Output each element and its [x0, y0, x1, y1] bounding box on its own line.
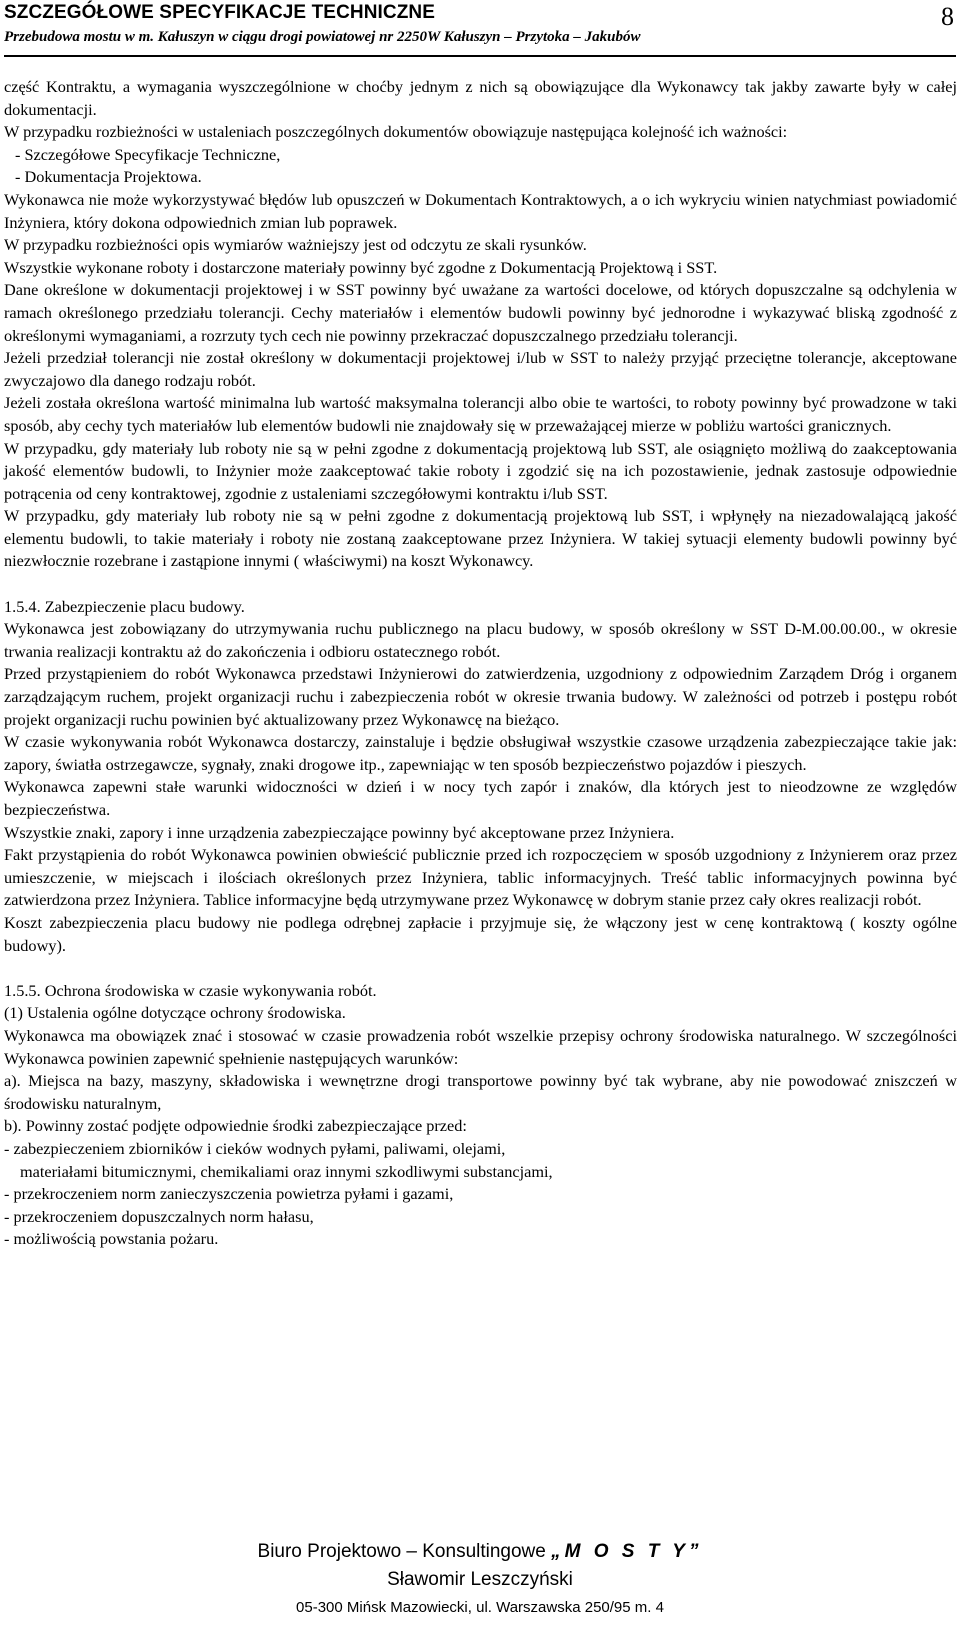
header-divider [4, 55, 956, 57]
list-item-continuation: materiałami bitumicznymi, chemikaliami oraz innymi szkodliwymi substancjami, [20, 1161, 553, 1181]
header-title: SZCZEGÓŁOWE SPECYFIKACJE TECHNICZNE [4, 2, 436, 23]
list-item: - Dokumentacja Projektowa. [15, 167, 202, 187]
paragraph: Jeżeli została określona wartość minimalna lub wartość maksymalna tolerancji albo obie te wartości, to roboty powinny być prowadzone w taki sposób, aby cechy tych materiałów lub elementów budowli nie znajdowały się w przeważającej mierze w pobliżu wartości granicznych. [4, 393, 957, 435]
footer-brand: „M O S T Y” [551, 1541, 703, 1562]
paragraph: W przypadku, gdy materiały lub roboty nie są w pełni zgodne z dokumentacją projektową lub SST, ale osiągnięto możliwą do zaakceptowania jakość elementów budowli, to Inżynier może zaakceptować takie roboty i zgodzić się na ich pozostawienie, jednak zastosuje odpowiednie potrącenia od ceny kontraktowej, zgodnie z ustaleniami szczegółowymi kontraktu i/lub SST. [4, 438, 957, 503]
paragraph: W przypadku rozbieżności w ustaleniach poszczególnych dokumentów obowiązuje następująca kolejność ich ważności: [4, 122, 788, 142]
paragraph: Dane określone w dokumentacji projektowej i w SST powinny być uważane za wartości docelowe, od których dopuszczalne są odchylenia w ramach określonego przedziału tolerancji. Cechy materiałów i elementów budowli powinny być jednorodne i wykazywać bliską zgodność z określonymi wymaganiami, a rozrzuty tych cech nie powinny przekraczać dopuszczalnego przedziału tolerancji. [4, 280, 957, 345]
paragraph: Przed przystąpieniem do robót Wykonawca przedstawi Inżynierowi do zatwierdzenia, uzgodniony z odpowiednim Zarządem Dróg i organem zarządzającym ruchem, projekt organizacji ruchu i zabezpieczenia robót w okresie trwania budowy. W zależności od potrzeb i postępu robót projekt organizacji ruchu powinien być aktualizowany przez Wykonawcę na bieżąco. [4, 664, 957, 729]
paragraph: Wykonawca jest zobowiązany do utrzymywania ruchu publicznego na placu budowy, w sposób określony w SST D-M.00.00.00., w okresie trwania realizacji kontraktu aż do zakończenia i odbioru ostatecznego robót. [4, 619, 957, 661]
page-number: 8 [941, 2, 954, 31]
section-heading: 1.5.4. Zabezpieczenie placu budowy. [4, 596, 245, 616]
paragraph: Wszystkie wykonane roboty i dostarczone materiały powinny być zgodne z Dokumentacją Projektową i SST. [4, 257, 718, 277]
page-footer [0, 1540, 960, 1618]
paragraph: Wykonawca nie może wykorzystywać błędów lub opuszczeń w Dokumentach Kontraktowych, a o ich wykryciu winien natychmiast powiadomić Inżyniera, który dokona odpowiednich zmian lub poprawek. [4, 189, 957, 232]
section-heading: 1.5.5. Ochrona środowiska w czasie wykonywania robót. [4, 980, 377, 1000]
blank-line [4, 573, 957, 596]
paragraph: część Kontraktu, a wymagania wyszczególnione w choćby jednym z nich są obowiązujące dla Wykonawcy tak jakby zawarte były w całej dokumentacji. [4, 77, 957, 119]
paragraph: W przypadku rozbieżności opis wymiarów ważniejszy jest od odczytu ze skali rysunków. [4, 235, 587, 255]
paragraph: a). Miejsca na bazy, maszyny, składowiska i wewnętrzne drogi transportowe powinny być tak wybrane, aby nie powodować zniszczeń w środowisku naturalnym, [4, 1071, 957, 1113]
paragraph: W przypadku, gdy materiały lub roboty nie są w pełni zgodne z dokumentacją projektową lub SST, i wpłynęły na niezadowalającą jakość elementu budowli, to takie materiały i roboty nie zostaną zaakceptowane przez Inżyniera. W takiej sytuacji elementy budowli powinny być niezwłocznie rozebrane i zastąpione innymi ( właściwymi) na koszt Wykonawcy. [4, 506, 957, 571]
paragraph: Wykonawca ma obowiązek znać i stosować w czasie prowadzenia robót wszelkie przepisy ochrony środowiska naturalnego. W szczególności Wykonawca powinien zapewnić spełnienie następujących warunków: [4, 1025, 957, 1068]
paragraph: W czasie wykonywania robót Wykonawca dostarczy, zainstaluje i będzie obsługiwał wszystkie czasowe urządzenia zabezpieczające takie jak: zapory, światła ostrzegawcze, sygnały, znaki drogowe itp., zapewniając w ten sposób bezpieczeństwo pojazdów i pieszych. [4, 732, 957, 774]
list-item: - zabezpieczeniem zbiorników i cieków wodnych pyłami, paliwami, olejami, [4, 1138, 506, 1158]
list-item: - przekroczeniem dopuszczalnych norm hałasu, [4, 1206, 314, 1226]
paragraph: Wykonawca zapewni stałe warunki widoczności w dzień i w nocy tych zapór i znaków, dla których jest to nieodzowne ze względów bezpieczeństwa. [4, 777, 957, 819]
paragraph: b). Powinny zostać podjęte odpowiednie środki zabezpieczające przed: [4, 1116, 467, 1136]
footer-company: Biuro Projektowo – Konsultingowe [257, 1541, 546, 1562]
footer-person: Sławomir Leszczyński [387, 1569, 573, 1590]
list-item: - Szczegółowe Specyfikacje Techniczne, [15, 144, 281, 164]
blank-line [4, 957, 957, 980]
list-item: - przekroczeniem norm zanieczyszczenia powietrza pyłami i gazami, [4, 1184, 454, 1204]
subsection-heading: (1) Ustalenia ogólne dotyczące ochrony środowiska. [4, 1003, 346, 1023]
paragraph: Fakt przystąpienia do robót Wykonawca powinien obwieścić publicznie przed ich rozpoczęciem w sposób uzgodniony z Inżynierem oraz przez umieszczenie, w miejscach i ilościach określonych przez Inżyniera, tablic informacyjnych. Treść tablic informacyjnych powinna być zatwierdzona przez Inżyniera. Tablice informacyjne będą utrzymywane przez Wykonawcę w dobrym stanie przez cały okres realizacji robót. [4, 845, 957, 910]
paragraph: Wszystkie znaki, zapory i inne urządzenia zabezpieczające powinny być akceptowane przez Inżyniera. [4, 822, 675, 842]
footer-company-line [0, 1540, 960, 1564]
paragraph: Jeżeli przedział tolerancji nie został określony w dokumentacji projektowej i/lub w SST to należy przyjąć przeciętne tolerancje, akceptowane zwyczajowo dla danego rodzaju robót. [4, 348, 957, 390]
document-body [4, 76, 957, 1251]
footer-address: 05-300 Mińsk Mazowiecki, ul. Warszawska 250/95 m. 4 [296, 1599, 664, 1616]
list-item: - możliwością powstania pożaru. [4, 1229, 219, 1249]
header-subtitle: Przebudowa mostu w m. Kałuszyn w ciągu drogi powiatowej nr 2250W Kałuszyn – Przytoka – Jakubów [4, 29, 641, 45]
paragraph: Koszt zabezpieczenia placu budowy nie podlega odrębnej zapłacie i przyjmuje się, że włączony jest w cenę kontraktową ( koszty ogólne budowy). [4, 912, 957, 955]
